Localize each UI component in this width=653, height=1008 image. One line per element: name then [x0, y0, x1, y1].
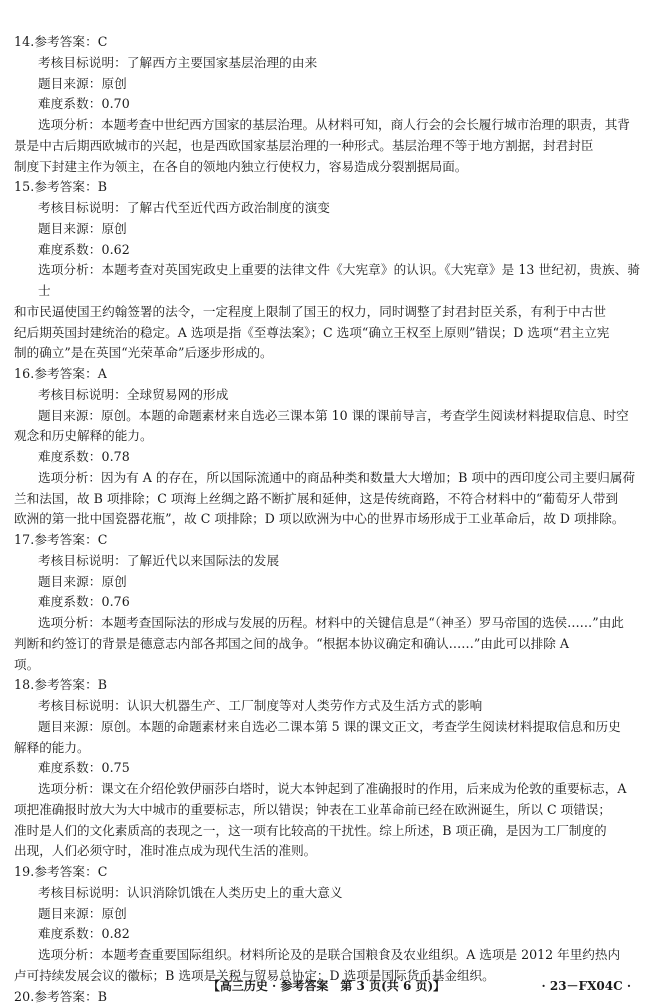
- analysis-line: 和市民逼使国王约翰签署的法令，一定程度上限制了国王的权力，同时调整了封君封臣关系，有利于中古世: [14, 303, 606, 319]
- analysis-line: 制的确立”是在英国“光荣革命”后逐步形成的。: [14, 345, 273, 361]
- answer-item-17: [14, 530, 640, 675]
- footer-code: · 23－FX04C ·: [541, 979, 631, 993]
- analysis-line: 纪后期英国封建统治的稳定。A 选项是指《至尊法案》；C 选项“确立王权至上原则”错误；D 选项“君主立宪: [14, 324, 610, 340]
- answer-item-18: [14, 675, 640, 862]
- analysis-paragraph: [14, 779, 640, 862]
- analysis-line: 项把准确报时放大为大中城市的重要标志，所以错误；钟表在工业革命前已经在欧洲诞生，所以 C 项错误；: [14, 801, 611, 817]
- footer-page-info: 【高三历史 · 参考答案 第 3 页(共 6 页)】: [207, 979, 446, 993]
- source-line: 题目来源：原创。本题的命题素材来自选必二课本第 5 课的课文正文，考查学生阅读材料提取信息和历史: [38, 718, 621, 734]
- source-line: 题目来源：原创: [38, 905, 127, 921]
- source-line: 题目来源：原创: [38, 573, 127, 589]
- answer-line: 16.参考答案：A: [14, 366, 107, 381]
- analysis-line: 兰和法国，故 B 项排除；C 项海上丝绸之路不断扩展和延伸，这是传统商路，不符合材料中的“葡萄牙人带到: [14, 490, 619, 506]
- analysis-line: 选项分析：因为有 A 的存在，所以国际流通中的商品种类和数量大大增加；B 项中的西印度公司主要归属荷: [38, 469, 636, 485]
- analysis-line: 选项分析：本题考查中世纪西方国家的基层治理。从材料可知，商人行会的会长履行城市治理的职责，其背: [38, 117, 630, 132]
- page-footer: [0, 975, 653, 997]
- target-line: 考核目标说明：了解西方主要国家基层治理的由来: [38, 54, 318, 70]
- source-paragraph: [14, 406, 640, 448]
- source-line: 题目来源：原创。本题的命题素材来自选必三课本第 10 课的课前导言，考查学生阅读材料提取信息、时空: [38, 407, 629, 423]
- answer-item-14: [14, 32, 640, 177]
- difficulty-line: 难度系数：0.75: [38, 760, 130, 776]
- difficulty-line: 难度系数：0.76: [38, 594, 130, 610]
- analysis-line: 卢可持续发展会议的徽标；B 选项是关税与贸易总协定；D 选项是国际货币基金组织。: [14, 967, 495, 983]
- analysis-line: 选项分析：本题考查对英国宪政史上重要的法律文件《大宪章》的认识。《大宪章》是 13 世纪初，贵族、骑士: [38, 262, 640, 298]
- answer-item-19: [14, 862, 640, 987]
- difficulty-line: 难度系数：0.70: [38, 96, 130, 112]
- analysis-line: 景是中古后期西欧城市的兴起，也是西欧国家基层治理的一种形式。基层治理不等于地方割据，封君封臣: [14, 137, 594, 153]
- source-line: 题目来源：原创: [38, 75, 127, 91]
- difficulty-line: 难度系数：0.78: [38, 449, 130, 464]
- analysis-line: 选项分析：本题考查国际法的形成与发展的历程。材料中的关键信息是“（神圣）罗马帝国的选侯……”由此: [38, 615, 624, 630]
- target-line: 考核目标说明：了解古代至近代西方政治制度的演变: [38, 200, 330, 215]
- analysis-paragraph: [14, 260, 640, 364]
- analysis-paragraph: [14, 115, 640, 177]
- answer-list: [14, 32, 640, 1007]
- analysis-line: 准时是人们的文化素质高的表现之一，这一项有比较高的干扰性。综上所述，B 项正确，是因为工厂制度的: [14, 822, 607, 838]
- answer-line: 19.参考答案：C: [14, 864, 108, 879]
- answer-line: 18.参考答案：B: [14, 677, 108, 693]
- source-line: 观念和历史解释的能力。: [14, 428, 153, 444]
- answer-item-16: [14, 364, 640, 530]
- analysis-line: 选项分析：课文在介绍伦敦伊丽莎白塔时，说大本钟起到了准确报时的作用，后来成为伦敦的重要标志，A: [38, 781, 627, 796]
- analysis-line: 欧洲的第一批中国瓷器花瓶”，故 C 项排除；D 项以欧洲为中心的世界市场形成于工业革命后，故 D 项排除。: [14, 511, 625, 527]
- analysis-paragraph: [14, 468, 640, 530]
- target-line: 考核目标说明：全球贸易网的形成: [38, 386, 229, 402]
- target-line: 考核目标说明：了解近代以来国际法的发展: [38, 552, 280, 568]
- analysis-line: 选项分析：本题考查重要国际组织。材料所论及的是联合国粮食及农业组织。A 选项是 2012 年里约热内: [38, 947, 621, 962]
- answer-item-15: [14, 177, 640, 364]
- analysis-line: 出现，人们必须守时，准时准点成为现代生活的准则。: [14, 843, 317, 859]
- analysis-line: 制度下封建主作为领主，在各自的领地内独立行使权力，容易造成分裂割据局面。: [14, 158, 468, 174]
- target-line: 考核目标说明：认识消除饥饿在人类历史上的重大意义: [38, 884, 343, 900]
- target-line: 考核目标说明：认识大机器生产、工厂制度等对人类劳作方式及生活方式的影响: [38, 698, 483, 713]
- analysis-line: 项。: [14, 656, 40, 672]
- answer-line: 20.参考答案：B: [14, 988, 108, 1004]
- difficulty-line: 难度系数：0.82: [38, 926, 130, 942]
- analysis-line: 判断和约签订的背景是德意志内部各邦国之间的战争。“根据本协议确定和确认……”由此可以排除 A: [14, 635, 569, 651]
- answer-line: 14.参考答案：C: [14, 34, 108, 49]
- source-line: 题目来源：原创: [38, 220, 127, 236]
- source-line: 解释的能力。: [14, 739, 90, 755]
- analysis-paragraph: [14, 613, 640, 675]
- answer-line: 15.参考答案：B: [14, 179, 108, 195]
- answer-line: 17.参考答案：C: [14, 532, 108, 547]
- source-paragraph: [14, 717, 640, 759]
- difficulty-line: 难度系数：0.62: [38, 241, 130, 257]
